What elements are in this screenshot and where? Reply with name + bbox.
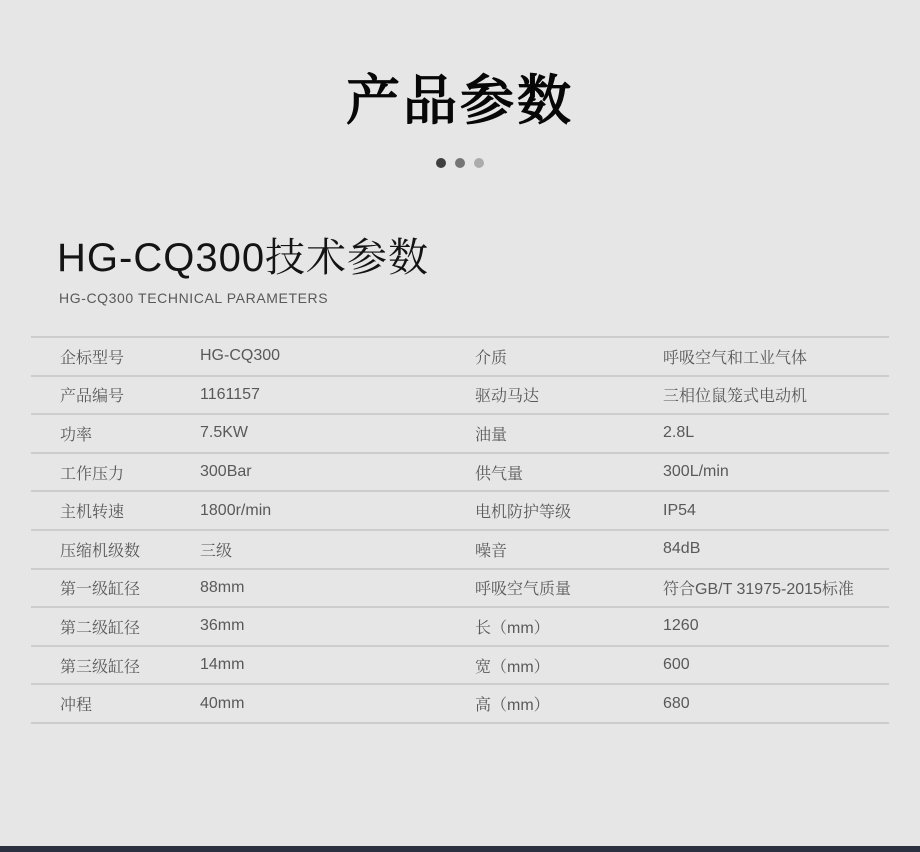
- spec-table: [31, 336, 889, 724]
- page-title: 产品参数: [346, 71, 574, 131]
- spec-r-label: 电机防护等级: [475, 504, 572, 522]
- spec-l-label: 产品编号: [60, 388, 125, 406]
- spec-l-value: HG-CQ300: [200, 347, 281, 365]
- spec-r-label: 长（mm）: [475, 619, 550, 637]
- spec-r-value: 呼吸空气和工业气体: [663, 349, 808, 367]
- spec-r-value: 680: [663, 694, 690, 712]
- bottom-accent-bar: [0, 846, 920, 852]
- spec-row: [31, 452, 889, 491]
- spec-row: [31, 375, 889, 414]
- spec-r-value: 300L/min: [663, 463, 729, 481]
- spec-l-label: 第三级缸径: [60, 658, 141, 676]
- spec-row: [31, 413, 889, 452]
- section-subheading: HG-CQ300 TECHNICAL PARAMETERS: [59, 290, 329, 306]
- spec-row: [31, 336, 889, 375]
- spec-r-value: 1260: [663, 617, 699, 635]
- spec-l-value: 36mm: [200, 617, 245, 635]
- spec-l-label: 功率: [60, 426, 93, 444]
- spec-l-label: 冲程: [60, 697, 93, 715]
- spec-r-label: 高（mm）: [475, 697, 550, 715]
- spec-row: [31, 606, 889, 645]
- spec-r-value: 600: [663, 656, 690, 674]
- spec-r-label: 供气量: [475, 465, 524, 483]
- spec-row: [31, 645, 889, 684]
- spec-l-value: 14mm: [200, 656, 245, 674]
- spec-r-value: 三相位鼠笼式电动机: [663, 388, 808, 406]
- spec-l-value: 1800r/min: [200, 501, 272, 519]
- spec-r-value: 符合GB/T 31975-2015标准: [663, 581, 854, 599]
- spec-row: [31, 683, 889, 722]
- spec-l-label: 压缩机级数: [60, 542, 141, 560]
- carousel-dot-3[interactable]: [474, 158, 484, 168]
- spec-l-value: 88mm: [200, 578, 245, 596]
- spec-l-value: 300Bar: [200, 463, 252, 481]
- carousel-dot-1[interactable]: [436, 158, 446, 168]
- spec-row: [31, 490, 889, 529]
- carousel-dot-2[interactable]: [455, 158, 465, 168]
- spec-row: [31, 568, 889, 607]
- spec-r-label: 油量: [475, 426, 508, 444]
- spec-r-label: 呼吸空气质量: [475, 581, 572, 599]
- spec-r-label: 驱动马达: [475, 388, 540, 406]
- spec-l-value: 1161157: [200, 385, 260, 403]
- spec-l-label: 工作压力: [60, 465, 125, 483]
- spec-r-value: 2.8L: [663, 424, 695, 442]
- section-heading: HG-CQ300技术参数: [57, 236, 430, 280]
- spec-l-label: 企标型号: [60, 349, 125, 367]
- spec-l-label: 第二级缸径: [60, 619, 141, 637]
- spec-r-value: 84dB: [663, 540, 701, 558]
- spec-r-label: 噪音: [475, 542, 508, 560]
- carousel-dots: [0, 158, 920, 168]
- spec-l-value: 7.5KW: [200, 424, 249, 442]
- spec-r-label: 宽（mm）: [475, 658, 550, 676]
- spec-r-value: IP54: [663, 501, 696, 519]
- spec-r-label: 介质: [475, 349, 508, 367]
- spec-l-label: 主机转速: [60, 504, 125, 522]
- spec-l-value: 40mm: [200, 694, 245, 712]
- spec-l-label: 第一级缸径: [60, 581, 141, 599]
- spec-row: [31, 529, 889, 568]
- spec-l-value: 三级: [200, 542, 233, 560]
